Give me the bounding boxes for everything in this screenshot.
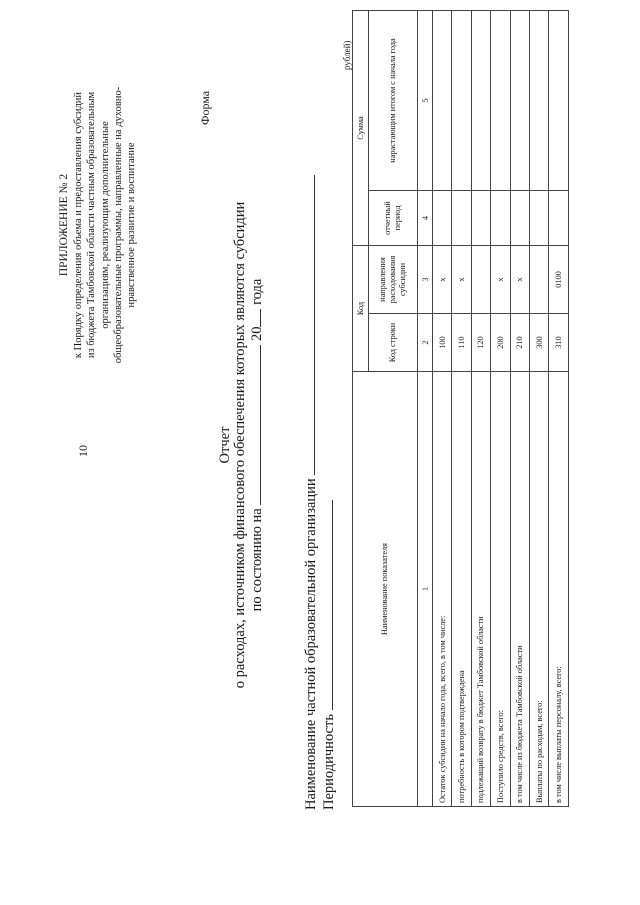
row-name: потребность в котором подтверждена <box>452 372 471 807</box>
row-reporting-period <box>471 191 490 246</box>
row-cumulative <box>529 11 548 191</box>
table-row <box>491 11 510 807</box>
appendix-line: из бюджета Тамбовской области частным образовательным <box>86 91 98 359</box>
row-reporting-period <box>529 191 548 246</box>
row-direction-code <box>471 246 490 314</box>
table-row <box>433 11 452 807</box>
report-date-line <box>248 145 265 745</box>
header-direction-code: направления расходования субсидии <box>369 246 418 314</box>
column-number: 5 <box>418 11 433 191</box>
appendix-line: к Порядку определения объема и предоставления субсидий <box>73 91 85 359</box>
date-prefix: по состоянию на <box>249 508 265 612</box>
row-cumulative <box>452 11 471 191</box>
organization-line <box>302 175 320 810</box>
row-reporting-period <box>433 191 452 246</box>
row-reporting-period <box>549 191 568 246</box>
row-name: Выплаты по расходам, всего: <box>529 372 548 807</box>
table-row <box>471 11 490 807</box>
report-subtitle: о расходах, источником финансового обеспечения которых являются субсидии <box>232 201 248 689</box>
column-number: 1 <box>418 372 433 807</box>
table-row <box>510 11 529 807</box>
row-line-code: 210 <box>510 314 529 372</box>
date-blank <box>248 345 261 505</box>
row-cumulative <box>471 11 490 191</box>
row-direction-code: 0100 <box>549 246 568 314</box>
header-reporting-period: отчетный период <box>369 191 418 246</box>
appendix-line: общеобразовательные программы, направленные на духовно- <box>112 86 124 364</box>
table-row <box>529 11 548 807</box>
appendix-line: нравственное развитие и воспитание <box>126 142 138 308</box>
table-row <box>452 11 471 807</box>
appendix-line: организациям, реализующим дополнительные <box>99 121 111 329</box>
report-title: Отчет <box>217 426 233 464</box>
currency-label: рублей) <box>342 40 352 70</box>
org-blank <box>302 175 315 475</box>
page-number: 10 <box>76 445 90 457</box>
row-name: подлежащий возврату в бюджет Тамбовской области <box>471 372 490 807</box>
appendix-title: ПРИЛОЖЕНИЕ № 2 <box>58 173 70 277</box>
row-cumulative <box>491 11 510 191</box>
header-code-group: Код <box>353 246 369 372</box>
header-sum-group: Сумма <box>353 11 369 246</box>
row-line-code: 300 <box>529 314 548 372</box>
date-year: 20 <box>249 326 265 342</box>
row-cumulative <box>549 11 568 191</box>
periodicity-line <box>320 500 338 810</box>
row-direction-code: x <box>510 246 529 314</box>
form-label: Форма <box>198 90 212 125</box>
row-line-code: 310 <box>549 314 568 372</box>
row-direction-code <box>529 246 548 314</box>
table-row <box>549 11 568 807</box>
row-direction-code: x <box>433 246 452 314</box>
row-name: Остаток субсидии на начало года, всего, в том числе: <box>433 372 452 807</box>
periodicity-label: Периодичность <box>321 714 337 810</box>
periodicity-blank <box>320 500 333 710</box>
row-line-code: 200 <box>491 314 510 372</box>
row-direction-code: x <box>491 246 510 314</box>
row-reporting-period <box>510 191 529 246</box>
row-reporting-period <box>452 191 471 246</box>
column-number: 2 <box>418 314 433 372</box>
row-cumulative <box>433 11 452 191</box>
row-name: в том числе из бюджета Тамбовской области <box>510 372 529 807</box>
report-heading <box>218 145 265 745</box>
row-line-code: 100 <box>433 314 452 372</box>
header-line-code: Код строки <box>369 314 418 372</box>
row-reporting-period <box>491 191 510 246</box>
column-number: 4 <box>418 191 433 246</box>
row-cumulative <box>510 11 529 191</box>
report-table <box>352 10 569 807</box>
header-cumulative: нарастающим итогом с начала года <box>369 11 418 191</box>
column-number: 3 <box>418 246 433 314</box>
header-indicator-name: Наименование показателя <box>353 372 418 807</box>
date-suffix: года <box>249 278 265 305</box>
org-label: Наименование частной образовательной организации <box>303 478 319 810</box>
row-line-code: 110 <box>452 314 471 372</box>
row-name: в том числе выплаты персоналу, всего: <box>549 372 568 807</box>
year-blank <box>248 309 261 327</box>
row-line-code: 120 <box>471 314 490 372</box>
row-direction-code: x <box>452 246 471 314</box>
appendix-header <box>58 15 138 435</box>
row-name: Поступило средств, всего: <box>491 372 510 807</box>
